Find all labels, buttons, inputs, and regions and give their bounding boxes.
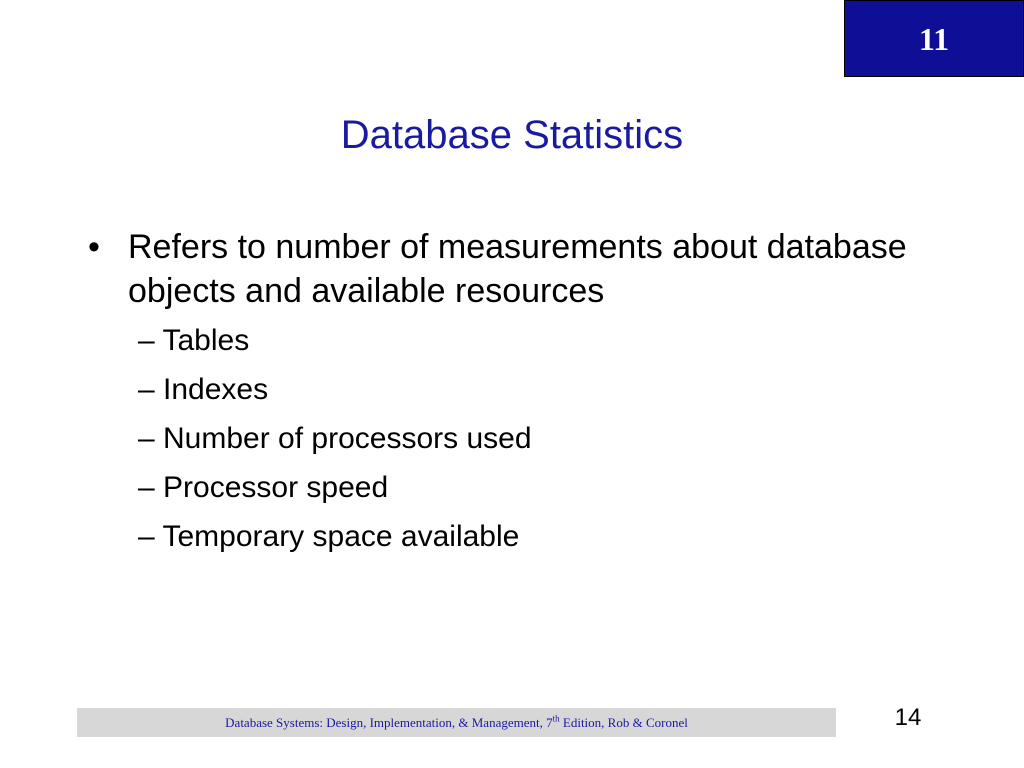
page-number: 14: [894, 704, 922, 731]
sub-bullet-item: – Indexes: [138, 373, 269, 406]
sub-bullet-item: – Temporary space available: [138, 520, 520, 553]
footer-bar: [77, 708, 836, 737]
sub-bullet-list: [88, 316, 948, 561]
slide-content: [88, 225, 948, 561]
sub-bullet-item: – Number of processors used: [138, 422, 532, 455]
footer-text: Database Systems: Design, Implementation, & Management, 7: [225, 715, 553, 730]
main-bullet: [88, 225, 948, 313]
main-bullet-text: Refers to number of measurements about database objects and available resources: [128, 228, 907, 310]
slide-title: Database Statistics: [340, 113, 684, 157]
sub-bullet-item: – Tables: [138, 324, 250, 357]
footer-superscript: th: [552, 713, 560, 724]
chapter-number-badge: 11: [844, 0, 1024, 77]
footer-text-end: Edition, Rob & Coronel: [559, 715, 688, 730]
sub-bullet-item: – Processor speed: [138, 471, 389, 504]
bullet-marker: •: [88, 228, 100, 266]
